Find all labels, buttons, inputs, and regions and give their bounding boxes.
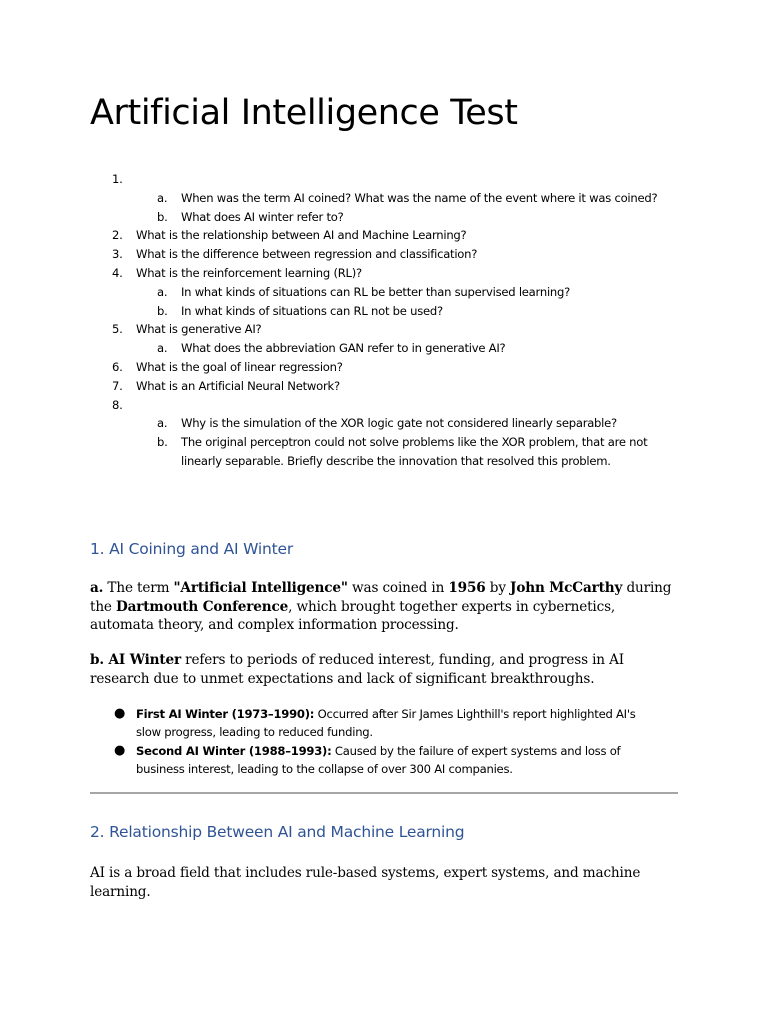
question-1-a bbox=[0, 189, 768, 208]
sub-question-letter: a. bbox=[157, 284, 168, 299]
question-number: 1. bbox=[112, 172, 123, 186]
sub-question-text: When was the term AI coined? What was the name of the event where it was coined? bbox=[181, 190, 658, 205]
section-1-heading: 1. AI Coining and AI Winter bbox=[90, 540, 294, 558]
text-run: , which brought together experts in cybernetics, automata theory, and complex information processing. bbox=[90, 598, 616, 634]
question-number: 8. bbox=[112, 397, 123, 412]
bullet-label: First AI Winter (1973–1990): bbox=[136, 707, 315, 721]
question-text: What is the difference between regression and classification? bbox=[136, 247, 478, 262]
question-number: 6. bbox=[112, 359, 123, 374]
question-2 bbox=[0, 226, 768, 245]
bullet-text bbox=[136, 705, 661, 742]
question-text: What is the relationship between AI and Machine Learning? bbox=[136, 228, 467, 243]
question-3 bbox=[0, 245, 768, 264]
sub-question-text: What does the abbreviation GAN refer to in generative AI? bbox=[181, 341, 506, 356]
paragraph-label: a. bbox=[90, 580, 104, 596]
section-2-heading: 2. Relationship Between AI and Machine Learning bbox=[90, 823, 465, 841]
question-text: What is the reinforcement learning (RL)? bbox=[136, 265, 362, 280]
sub-question-letter: b. bbox=[157, 209, 168, 224]
section-1-paragraph-b bbox=[90, 651, 680, 688]
ai-winter-bullet-list bbox=[0, 705, 768, 778]
sub-question-letter: a. bbox=[157, 190, 168, 205]
bullet-body: Caused by the failure of expert systems and loss of business interest, leading to the collapse of over 300 AI companies. bbox=[136, 743, 621, 776]
question-8-a bbox=[0, 414, 768, 433]
sub-question-text: What does AI winter refer to? bbox=[181, 209, 344, 224]
sub-question-text: In what kinds of situations can RL not be used? bbox=[181, 303, 443, 318]
sub-question-text: The original perceptron could not solve problems like the XOR problem, that are not linearly separable. Briefly describe the innovation that resolved this problem. bbox=[181, 435, 648, 468]
sub-question-letter: b. bbox=[157, 303, 168, 318]
bold-year: 1956 bbox=[448, 580, 486, 596]
question-8 bbox=[0, 396, 768, 415]
question-5-a bbox=[0, 339, 768, 358]
question-number: 2. bbox=[112, 228, 123, 243]
question-4-a bbox=[0, 283, 768, 302]
bullet-icon: ● bbox=[114, 742, 126, 758]
question-4-b bbox=[0, 302, 768, 321]
text-run: refers to periods of reduced interest, funding, and progress in AI research due to unmet expectations and lack of significant breakthroughs. bbox=[90, 652, 624, 687]
sub-question-letter: a. bbox=[157, 416, 168, 431]
bold-term: "Artificial Intelligence" bbox=[173, 580, 348, 596]
question-number: 5. bbox=[112, 322, 123, 337]
question-number: 3. bbox=[112, 247, 123, 262]
bullet-text bbox=[136, 742, 661, 779]
bold-person: John McCarthy bbox=[510, 580, 623, 596]
sub-question-letter: a. bbox=[157, 341, 168, 356]
list-item bbox=[0, 705, 768, 742]
question-1 bbox=[0, 170, 768, 189]
question-6 bbox=[0, 358, 768, 377]
sub-question-text: In what kinds of situations can RL be better than supervised learning? bbox=[181, 284, 571, 299]
question-text: What is generative AI? bbox=[136, 322, 262, 337]
list-item bbox=[0, 742, 768, 779]
paragraph-label: b. AI Winter bbox=[90, 652, 181, 668]
question-text: What is the goal of linear regression? bbox=[136, 359, 343, 374]
sub-question-text: Why is the simulation of the XOR logic gate not considered linearly separable? bbox=[181, 416, 617, 431]
text-run: was coined in bbox=[352, 580, 445, 596]
bullet-icon: ● bbox=[114, 706, 126, 721]
bullet-label: Second AI Winter (1988–1993): bbox=[136, 743, 332, 758]
question-number: 7. bbox=[112, 378, 123, 393]
document-title: Artificial Intelligence Test bbox=[90, 93, 518, 133]
bullet-body: Occurred after Sir James Lighthill's report highlighted AI's slow progress, leading to reduced funding. bbox=[136, 707, 636, 740]
question-8-b bbox=[0, 433, 768, 471]
horizontal-divider bbox=[90, 792, 678, 794]
question-7 bbox=[0, 377, 768, 396]
text-run: The term bbox=[107, 580, 170, 596]
question-5 bbox=[0, 320, 768, 339]
question-text: What is an Artificial Neural Network? bbox=[136, 378, 340, 393]
text-run: by bbox=[489, 580, 506, 596]
question-list bbox=[0, 170, 768, 471]
question-4 bbox=[0, 264, 768, 283]
question-number: 4. bbox=[112, 265, 123, 280]
text-run: during the bbox=[90, 580, 672, 615]
sub-question-letter: b. bbox=[157, 435, 168, 450]
question-1-b bbox=[0, 208, 768, 227]
bold-event: Dartmouth Conference bbox=[115, 598, 289, 615]
section-2-paragraph: AI is a broad field that includes rule-based systems, expert systems, and machine learning. bbox=[90, 865, 641, 900]
section-1-paragraph-a bbox=[90, 579, 680, 635]
